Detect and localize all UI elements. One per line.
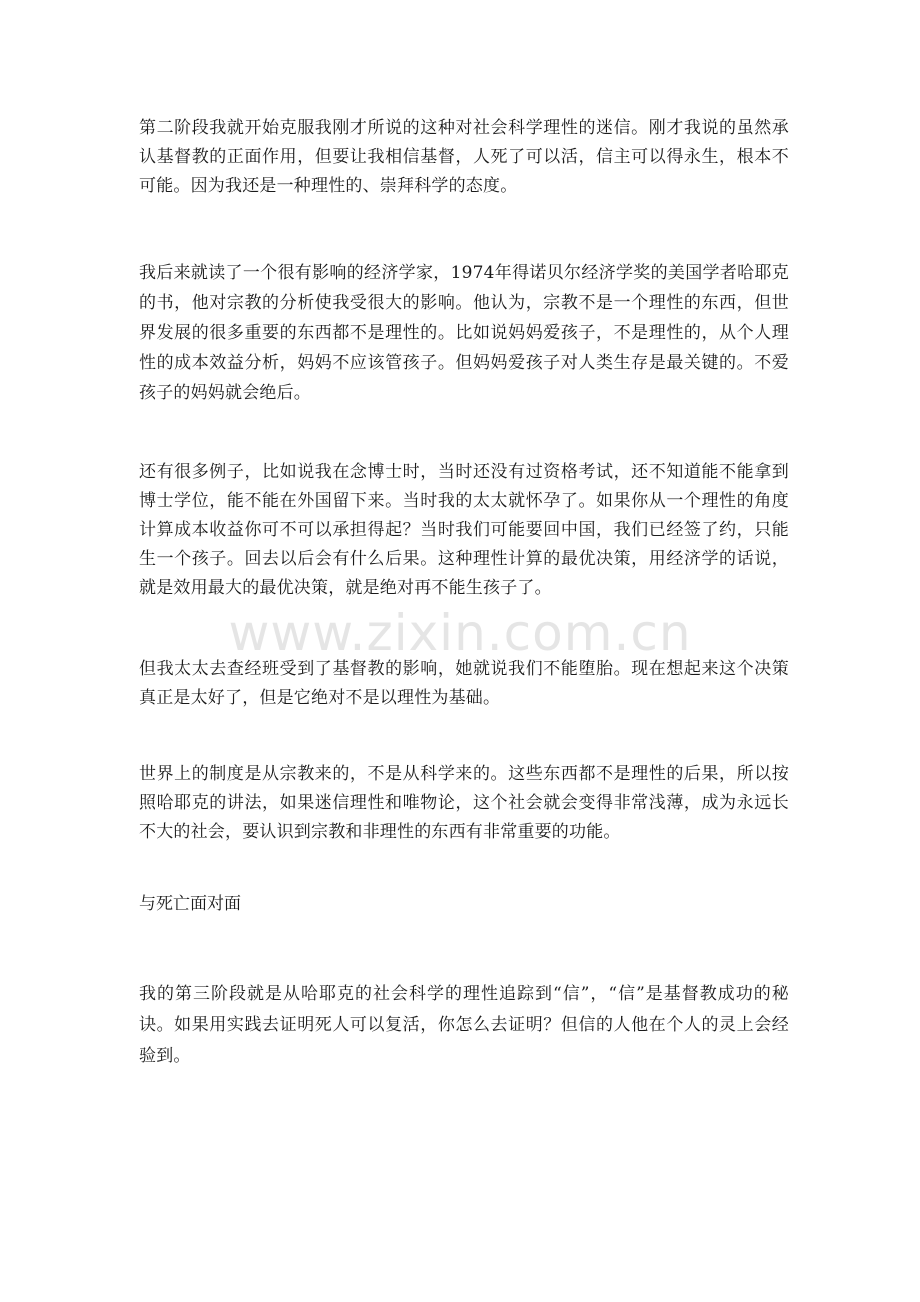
section-heading: 与死亡面对面 bbox=[139, 894, 241, 914]
paragraph-institutions: 世界上的制度是从宗教来的，不是从科学来的。这些东西都不是理性的后果，所以按照哈耶克的讲法，如果迷信理性和唯物论，这个社会就会变得非常浅薄，成为永远长不大的社会，要认识到宗教和非理性的东西有非常重要的功能。 bbox=[139, 764, 789, 842]
paragraph-second-stage: 第二阶段我就开始克服我刚才所说的这种对社会科学理性的迷信。刚才我说的虽然承认基督教的正面作用，但要让我相信基督，人死了可以活，信主可以得永生，根本不可能。因为我还是一种理性的、崇拜科学的态度。 bbox=[139, 118, 789, 196]
paragraph-wife-decision: 但我太太去查经班受到了基督教的影响，她就说我们不能堕胎。现在想起来这个决策真正是太好了，但是它绝对不是以理性为基础。 bbox=[139, 659, 789, 708]
paragraph-hayek: 我后来就读了一个很有影响的经济学家，1974年得诺贝尔经济学奖的美国学者哈耶克的书，他对宗教的分析使我受很大的影响。他认为，宗教不是一个理性的东西，但世界发展的很多重要的东西都不是理性的。比如说妈妈爱孩子，不是理性的，从个人理性的成本效益分析，妈妈不应该管孩子。但妈妈爱孩子对人类生存是最关键的。不爱孩子的妈妈就会绝后。 bbox=[139, 263, 789, 403]
paragraph-examples: 还有很多例子，比如说我在念博士时，当时还没有过资格考试，还不知道能不能拿到博士学位，能不能在外国留下来。当时我的太太就怀孕了。如果你从一个理性的角度计算成本收益你可不可以承担得起？当时我们可能要回中国，我们已经签了约，只能生一个孩子。回去以后会有什么后果。这种理性计算的最优决策，用经济学的话说，就是效用最大的最优决策，就是绝对再不能生孩子了。 bbox=[139, 462, 789, 598]
paragraph-third-stage: 我的第三阶段就是从哈耶克的社会科学的理性追踪到“信”，“信”是基督教成功的秘诀。如果用实践去证明死人可以复活，你怎么去证明？但信的人他在个人的灵上会经验到。 bbox=[139, 984, 789, 1066]
watermark: www.zixin.com.cn bbox=[228, 604, 692, 662]
